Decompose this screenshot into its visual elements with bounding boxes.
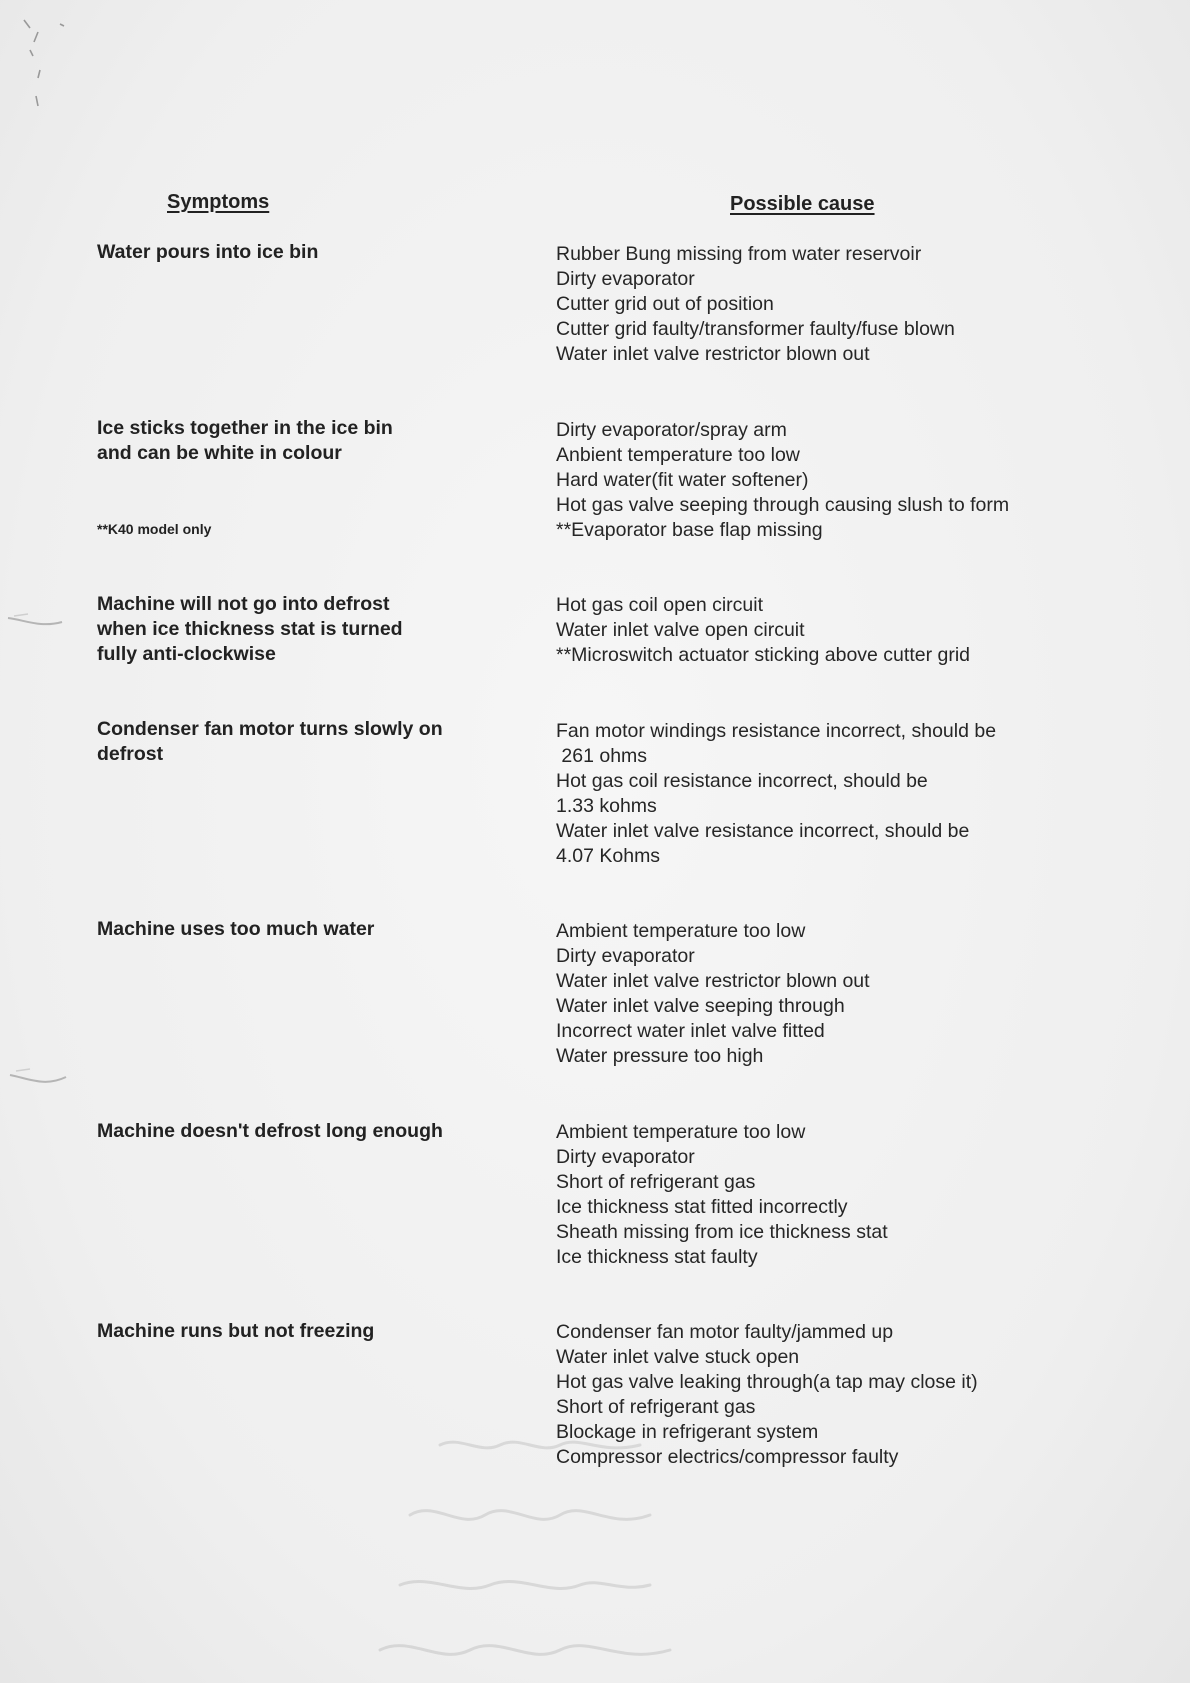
cause-list: [556, 1120, 1156, 1270]
cause-item: Short of refrigerant gas: [556, 1171, 756, 1193]
cause-item: Ambient temperature too low: [556, 920, 806, 942]
cause-item: Anbient temperature too low: [556, 444, 800, 466]
possible-cause-header: Possible cause: [730, 193, 875, 215]
symptoms-header: Symptoms: [167, 191, 270, 213]
cause-item: Compressor electrics/compressor faulty: [556, 1446, 899, 1468]
cause-item: Ice thickness stat faulty: [556, 1246, 758, 1268]
symptom-text: Ice sticks together in the ice bin and can be white in colour: [97, 417, 393, 464]
cause-list: [556, 242, 1156, 367]
symptom-text: Machine runs but not freezing: [97, 1320, 375, 1342]
symptom-text: Water pours into ice bin: [97, 241, 319, 263]
cause-item: Rubber Bung missing from water reservoir: [556, 243, 922, 265]
cause-item: Blockage in refrigerant system: [556, 1421, 819, 1443]
punch-hole-mark: [0, 1055, 70, 1095]
cause-item: Dirty evaporator/spray arm: [556, 419, 787, 441]
cause-item: Hot gas valve leaking through(a tap may close it): [556, 1371, 978, 1393]
model-note: **K40 model only: [97, 521, 212, 537]
cause-item: Hot gas coil open circuit: [556, 594, 764, 616]
cause-item: Cutter grid faulty/transformer faulty/fuse blown: [556, 318, 955, 340]
cause-item: Ice thickness stat fitted incorrectly: [556, 1196, 848, 1218]
cause-item: Water inlet valve stuck open: [556, 1346, 800, 1368]
cause-item: Hot gas coil resistance incorrect, should be: [556, 770, 928, 792]
cause-item: 1.33 kohms: [556, 795, 657, 817]
cause-item: Short of refrigerant gas: [556, 1396, 756, 1418]
cause-item: Dirty evaporator: [556, 945, 695, 967]
cause-item: Ambient temperature too low: [556, 1121, 806, 1143]
cause-list: [556, 593, 1156, 668]
cause-item: Sheath missing from ice thickness stat: [556, 1221, 888, 1243]
cause-item: Cutter grid out of position: [556, 293, 774, 315]
cause-item: Water inlet valve seeping through: [556, 995, 845, 1017]
cause-item: Dirty evaporator: [556, 1146, 695, 1168]
cause-item: Condenser fan motor faulty/jammed up: [556, 1321, 894, 1343]
cause-item: Fan motor windings resistance incorrect, should be: [556, 720, 997, 742]
cause-item: **Evaporator base flap missing: [556, 519, 823, 541]
cause-item: Water pressure too high: [556, 1045, 764, 1067]
symptom-text: Condenser fan motor turns slowly on defrost: [97, 718, 443, 765]
symptom-text: Machine doesn't defrost long enough: [97, 1120, 443, 1142]
punch-hole-mark: [0, 600, 70, 640]
cause-list: [556, 1320, 1156, 1470]
cause-item: Water inlet valve resistance incorrect, should be: [556, 820, 970, 842]
cause-list: [556, 719, 1156, 869]
cause-item: Water inlet valve restrictor blown out: [556, 970, 870, 992]
cause-item: Incorrect water inlet valve fitted: [556, 1020, 825, 1042]
cause-item: **Microswitch actuator sticking above cutter grid: [556, 644, 971, 666]
cause-item: Dirty evaporator: [556, 268, 695, 290]
cause-item: Water inlet valve restrictor blown out: [556, 343, 870, 365]
cause-item: 4.07 Kohms: [556, 845, 661, 867]
cause-item: Hot gas valve seeping through causing slush to form: [556, 494, 1010, 516]
cause-list: [556, 919, 1156, 1069]
symptom-text: Machine uses too much water: [97, 918, 375, 940]
corner-specks: [0, 10, 80, 120]
cause-item: Water inlet valve open circuit: [556, 619, 805, 641]
cause-list: [556, 418, 1156, 543]
symptom-text: Machine will not go into defrost when ice thickness stat is turned fully anti-clockwise: [97, 593, 403, 665]
cause-item: 261 ohms: [556, 745, 648, 767]
cause-item: Hard water(fit water softener): [556, 469, 809, 491]
